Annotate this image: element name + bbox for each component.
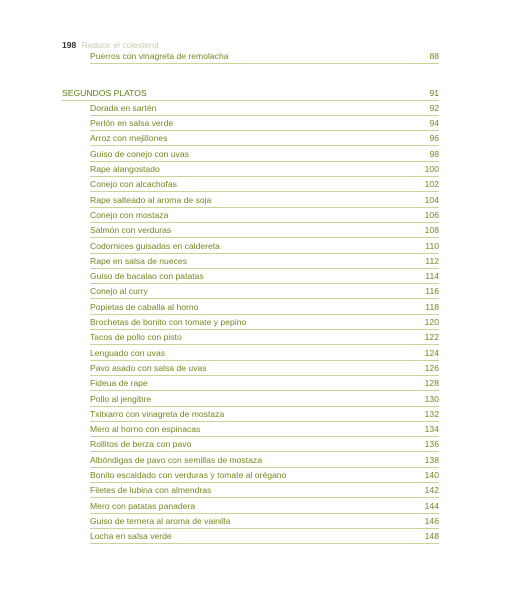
toc-entry[interactable] (90, 315, 439, 330)
section-title: SEGUNDOS PLATOS (62, 87, 147, 98)
toc-entry-title: Locha en salsa verde (90, 531, 172, 542)
previous-section-entries (62, 49, 439, 64)
section-page: 91 (429, 87, 439, 98)
toc-entry-title: Albóndigas de pavo con semillas de mostaza (90, 454, 262, 465)
toc-entry-title: Guiso de bacalao con patatas (90, 271, 204, 282)
toc-entry[interactable] (90, 299, 439, 314)
toc-entry[interactable] (90, 452, 439, 467)
toc-entry-page: 134 (424, 424, 439, 435)
toc-entry-title: Popietas de caballa al horno (90, 301, 199, 312)
toc-entry-title: Mero al horno con espinacas (90, 424, 201, 435)
toc-entry-page: 116 (425, 286, 439, 297)
toc-entry-title: Lenguado con uvas (90, 347, 166, 358)
toc-entry-page: 136 (424, 439, 439, 450)
toc-entry-page: 146 (424, 515, 439, 526)
toc-entry-page: 130 (424, 393, 439, 404)
toc-entry-title: Rape alangostado (90, 164, 160, 175)
toc-entry-title: Brochetas de bonito con tomate y pepino (90, 317, 247, 328)
toc-entry-title: Conejo con alcachofas (90, 179, 177, 190)
toc-entry-page: 110 (425, 240, 439, 251)
toc-entry[interactable] (90, 269, 439, 284)
toc-entry-title: Guiso de conejo con uvas (90, 148, 189, 159)
toc-entry-page: 148 (424, 531, 439, 542)
toc-entry-page: 96 (429, 133, 439, 144)
toc-entry-page: 102 (424, 179, 439, 190)
toc-entry-page: 142 (424, 485, 439, 496)
toc-entry-page: 144 (424, 500, 439, 511)
toc-entry-page: 104 (424, 194, 439, 205)
toc-entry-page: 120 (424, 317, 439, 328)
toc-entry[interactable] (90, 162, 439, 177)
toc-entry[interactable] (90, 529, 439, 544)
toc-entry-page: 124 (424, 347, 439, 358)
toc-entry[interactable] (90, 376, 439, 391)
toc-entry-title: Pavo asado con salsa de uvas (90, 362, 207, 373)
toc-entry[interactable] (90, 407, 439, 422)
toc-entry[interactable] (90, 238, 439, 253)
section-heading[interactable] (62, 85, 439, 100)
toc-entry-title: Pollo al jengibre (90, 393, 152, 404)
toc-entry-page: 132 (424, 408, 439, 419)
toc-entry-title: Salmón con verduras (90, 225, 172, 236)
toc-entry[interactable] (90, 208, 439, 223)
toc-entry-title: Codornices guisadas en caldereta (90, 240, 220, 251)
section-entries (62, 101, 439, 545)
toc-entry-title: Puerros con vinagreta de remolacha (90, 51, 229, 62)
toc-entry[interactable] (90, 330, 439, 345)
toc-entry-page: 92 (429, 102, 439, 113)
toc-entry-page: 114 (425, 271, 439, 282)
toc-entry-title: Bonito escaldado con verduras y tomate al orégano (90, 470, 287, 481)
toc-entry[interactable] (90, 391, 439, 406)
toc-entry[interactable] (90, 116, 439, 131)
toc-entry-title: Filetes de lubina con almendras (90, 485, 212, 496)
toc-entry[interactable] (90, 254, 439, 269)
toc-entry[interactable] (90, 422, 439, 437)
toc-entry-page: 94 (429, 118, 439, 129)
toc-entry-page: 140 (424, 470, 439, 481)
toc-entry[interactable] (90, 192, 439, 207)
toc-entry[interactable] (90, 146, 439, 161)
toc-entry-title: Arroz con mejillones (90, 133, 168, 144)
book-title: Reducir el colesterol (81, 40, 159, 50)
toc-entry[interactable] (90, 498, 439, 513)
toc-entry-page: 112 (425, 255, 439, 266)
toc-entry[interactable] (90, 177, 439, 192)
table-of-contents (62, 49, 439, 544)
toc-entry[interactable] (90, 284, 439, 299)
toc-entry-title: Guiso de ternera al aroma de vainilla (90, 515, 231, 526)
toc-entry-page: 106 (424, 209, 439, 220)
toc-entry[interactable] (90, 131, 439, 146)
toc-entry-title: Conejo al curry (90, 286, 148, 297)
page-number: 198 (62, 40, 77, 50)
toc-entry-page: 88 (429, 51, 439, 62)
toc-entry-title: Tacos de pollo con pisto (90, 332, 182, 343)
toc-entry[interactable] (90, 345, 439, 360)
toc-entry[interactable] (90, 49, 439, 64)
toc-entry-page: 98 (429, 148, 439, 159)
toc-entry-title: Fideua de rape (90, 378, 148, 389)
section-spacer (62, 64, 439, 85)
toc-entry-title: Rollitos de berza con pavo (90, 439, 192, 450)
toc-entry-title: Rape en salsa de nueces (90, 255, 187, 266)
toc-entry-page: 118 (425, 301, 439, 312)
toc-entry-page: 138 (424, 454, 439, 465)
toc-entry[interactable] (90, 361, 439, 376)
toc-entry-page: 100 (424, 164, 439, 175)
toc-entry[interactable] (90, 483, 439, 498)
toc-entry-page: 128 (424, 378, 439, 389)
toc-entry-title: Rape salteado al aroma de soja (90, 194, 212, 205)
toc-entry-page: 108 (424, 225, 439, 236)
toc-entry[interactable] (90, 223, 439, 238)
toc-entry-title: Mero con patatas panadera (90, 500, 196, 511)
toc-entry-title: Perlón en salsa verde (90, 118, 174, 129)
toc-entry-title: Dorada en sartén (90, 102, 157, 113)
toc-entry[interactable] (90, 468, 439, 483)
toc-entry[interactable] (90, 101, 439, 116)
toc-entry[interactable] (90, 437, 439, 452)
toc-entry-page: 122 (424, 332, 439, 343)
toc-entry-page: 126 (424, 362, 439, 373)
toc-entry[interactable] (90, 514, 439, 529)
toc-entry-title: Txitxarro con vinagreta de mostaza (90, 408, 225, 419)
toc-entry-title: Conejo con mostaza (90, 209, 169, 220)
